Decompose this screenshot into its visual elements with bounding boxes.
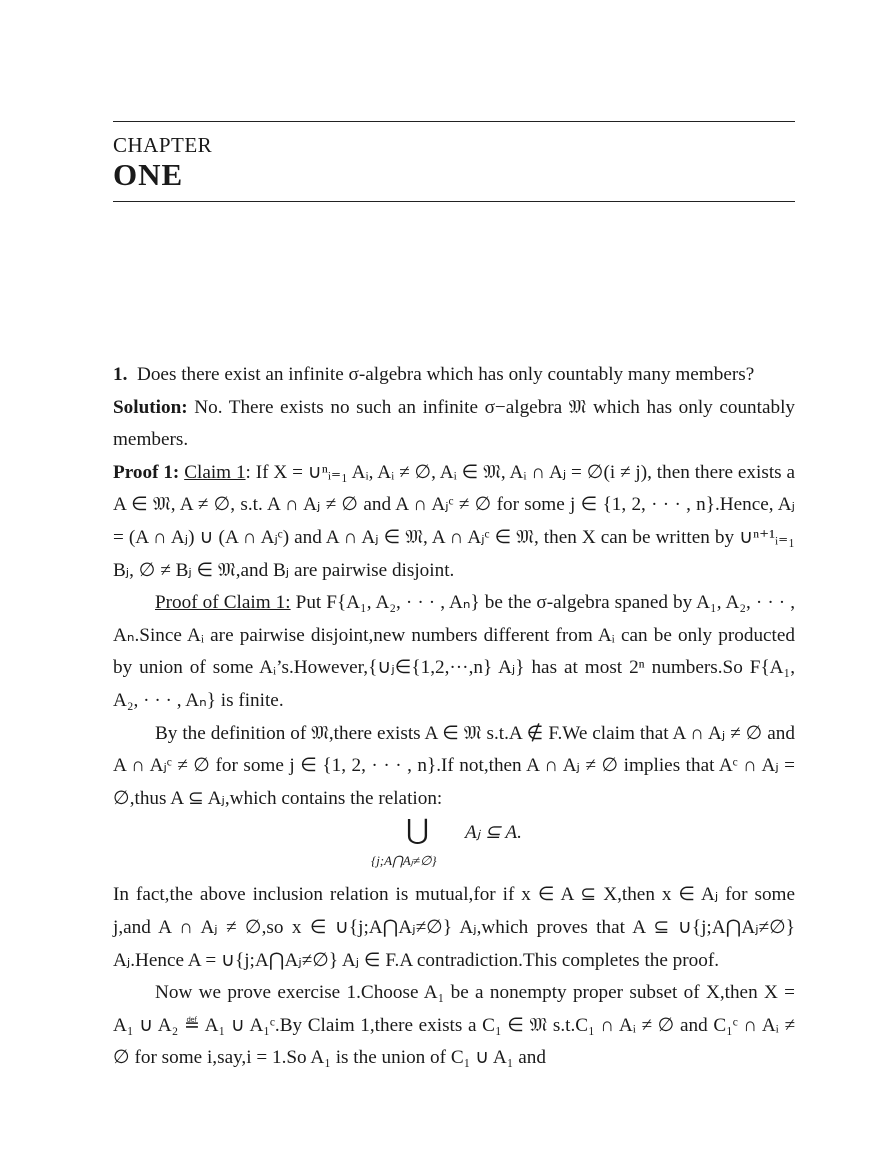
claim-label: Claim 1 [184, 461, 246, 483]
chapter-title: ONE [113, 157, 184, 192]
exercise-paragraph [113, 977, 795, 1075]
solution-text: No. There exists no such an infinite σ−algebra 𝔐 which has only countably members. [113, 396, 796, 451]
body-text [113, 359, 795, 1075]
display-expression: Aⱼ ⊆ A. [465, 822, 522, 844]
solution-paragraph [113, 392, 795, 457]
problem-question: Does there exist an infinite σ-algebra which has only countably many members? [136, 364, 755, 385]
proof-of-claim-paragraph [113, 587, 795, 717]
problem-paragraph [113, 359, 795, 392]
proof-label: Proof 1: [113, 461, 180, 483]
proof-of-claim-text: Put F{A₁, A₂, · · · , Aₙ} be the σ-algebra spaned by A₁, A₂, · · · , Aₙ.Since Aᵢ are pairwise disjoint,new numbers different from Aᵢ can be only producted by union of some Aᵢ’s.However,{∪ⱼ∈{1,2,···,n} Aⱼ} has at most 2ⁿ numbers.So F{A₁, A₂, · · · , Aₙ} is finite. [113, 592, 795, 711]
proof-paragraph [113, 457, 795, 587]
display-equation [113, 815, 795, 879]
solution-label: Solution: [113, 396, 188, 418]
exercise-text: Now we prove exercise 1.Choose A₁ be a nonempty proper subset of X,then X = A₁ ∪ A₂ ≝ A₁ ∪ A₁ᶜ.By Claim 1,there exists a C₁ ∈ 𝔐 s.t.C₁ ∩ Aᵢ ≠ ∅ and C₁ᶜ ∩ Aᵢ ≠ ∅ for some i,say,i = 1.So A₁ is the union of C₁ ∪ A₁ and [113, 982, 795, 1069]
top-rule [113, 121, 795, 122]
proof-of-claim-label: Proof of Claim 1: [155, 592, 291, 614]
definition-text: By the definition of 𝔐,there exists A ∈ 𝔐 s.t.A ∉ F.We claim that A ∩ Aⱼ ≠ ∅ and A ∩ Aⱼᶜ ≠ ∅ for some j ∈ {1, 2, · · · , n}.If not,then A ∩ Aⱼ ≠ ∅ implies that Aᶜ ∩ Aⱼ = ∅,thus A ⊆ Aⱼ,which contains the relation: [113, 722, 795, 809]
problem-number: 1. [113, 364, 128, 385]
inclusion-paragraph [113, 879, 795, 977]
inclusion-text: In fact,the above inclusion relation is mutual,for if x ∈ A ⊆ X,then x ∈ Aⱼ for some j,and A ∩ Aⱼ ≠ ∅,so x ∈ ∪{j;A⋂Aⱼ≠∅} Aⱼ,which proves that A ⊆ ∪{j;A⋂Aⱼ≠∅} Aⱼ.Hence A = ∪{j;A⋂Aⱼ≠∅} Aⱼ ∈ F.A contradiction.This completes the proof. [113, 884, 795, 971]
big-union-symbol: ⋃ [406, 815, 429, 847]
bottom-rule [113, 201, 795, 202]
display-subscript: {j;A⋂Aⱼ≠∅} [371, 853, 437, 869]
chapter-label: CHAPTER [113, 133, 213, 157]
claim-text: : If X = ∪ⁿᵢ₌₁ Aᵢ, Aᵢ ≠ ∅, Aᵢ ∈ 𝔐, Aᵢ ∩ Aⱼ = ∅(i ≠ j), then there exists a A ∈ 𝔐, A ≠ ∅, s.t. A ∩ Aⱼ ≠ ∅ and A ∩ Aⱼᶜ ≠ ∅ for some j ∈ {1, 2, · · · , n}.Hence, Aⱼ = (A ∩ Aⱼ) ∪ (A ∩ Aⱼᶜ) and A ∩ Aⱼ ∈ 𝔐, A ∩ Aⱼᶜ ∈ 𝔐, then X can be written by ∪ⁿ⁺¹ᵢ₌₁ Bⱼ, ∅ ≠ Bⱼ ∈ 𝔐,and Bⱼ are pairwise disjoint. [113, 461, 795, 581]
definition-paragraph [113, 718, 795, 816]
